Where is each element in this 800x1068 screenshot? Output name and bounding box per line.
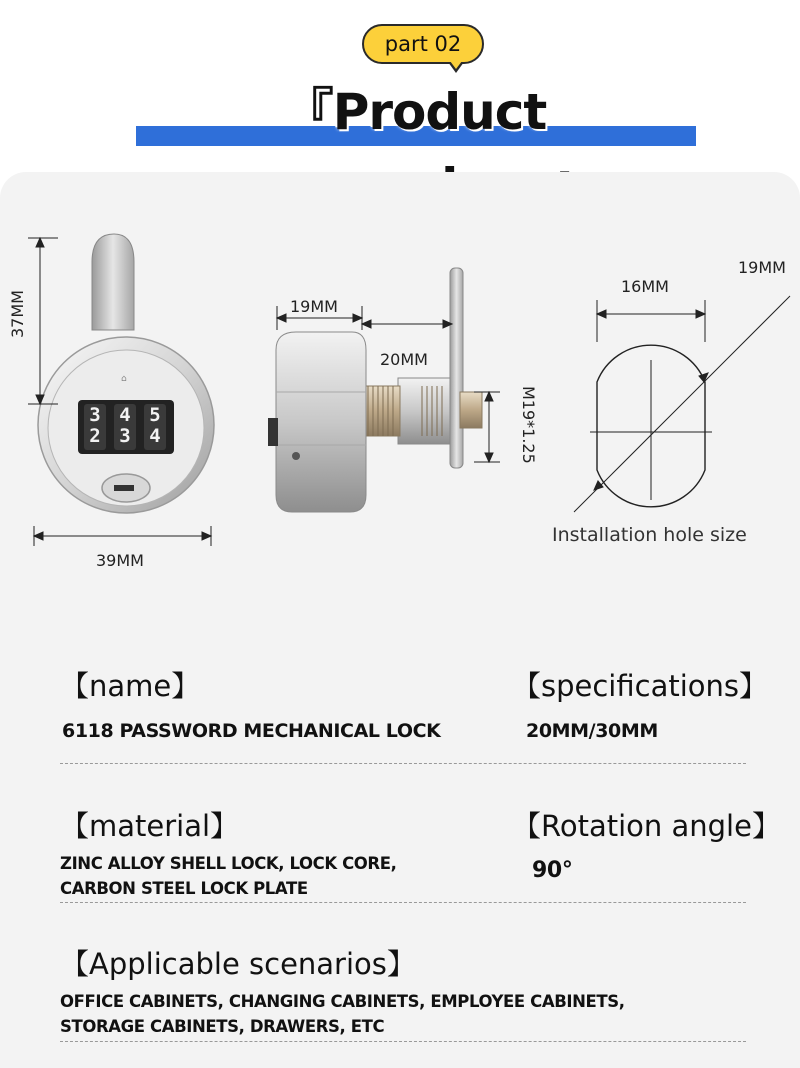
specifications-label: 【specifications】 — [512, 669, 769, 703]
dial-digit: 3 — [119, 425, 131, 447]
scenarios-label: 【Applicable scenarios】 — [60, 947, 416, 981]
side-thread-label: M19*1.25 — [519, 386, 538, 464]
scenarios-value-line1: OFFICE CABINETS, CHANGING CABINETS, EMPLOYEE CABINETS, — [60, 992, 625, 1011]
page-title: 『Product — [283, 83, 547, 141]
scenarios-value-line2: STORAGE CABINETS, DRAWERS, ETC — [60, 1017, 385, 1036]
hole-width-label: 16MM — [621, 277, 669, 296]
specifications-value: 20MM/30MM — [526, 720, 658, 742]
svg-text:⌂: ⌂ — [121, 374, 127, 384]
divider — [60, 763, 746, 764]
material-value-line1: ZINC ALLOY SHELL LOCK, LOCK CORE, — [60, 854, 397, 873]
material-label: 【material】 — [60, 809, 240, 843]
dial-digits — [89, 404, 160, 447]
installation-hole-caption: Installation hole size — [552, 524, 747, 546]
name-value: 6118 PASSWORD MECHANICAL LOCK — [62, 720, 441, 742]
hole-diameter-label: 19MM — [738, 258, 786, 277]
front-width-label: 39MM — [96, 551, 144, 570]
dial-digit: 3 — [89, 404, 101, 426]
dial-digit: 4 — [119, 404, 131, 426]
dial-digit: 2 — [89, 425, 101, 447]
rotation-angle-label: 【Rotation angle】 — [512, 809, 781, 843]
part-badge: part 02 — [362, 24, 484, 64]
front-height-label: 37MM — [8, 290, 27, 338]
divider — [60, 902, 746, 903]
dial-digit: 4 — [149, 425, 161, 447]
name-label: 【name】 — [60, 669, 201, 703]
side-body-label: 19MM — [290, 297, 338, 316]
side-thread-length-label: 20MM — [380, 350, 428, 369]
material-value-line2: CARBON STEEL LOCK PLATE — [60, 879, 308, 898]
installation-hole-drawing — [574, 296, 790, 512]
front-view-lock — [38, 234, 214, 513]
divider — [60, 1041, 746, 1042]
rotation-angle-value: 90° — [532, 858, 573, 883]
dial-digit: 5 — [149, 404, 161, 426]
